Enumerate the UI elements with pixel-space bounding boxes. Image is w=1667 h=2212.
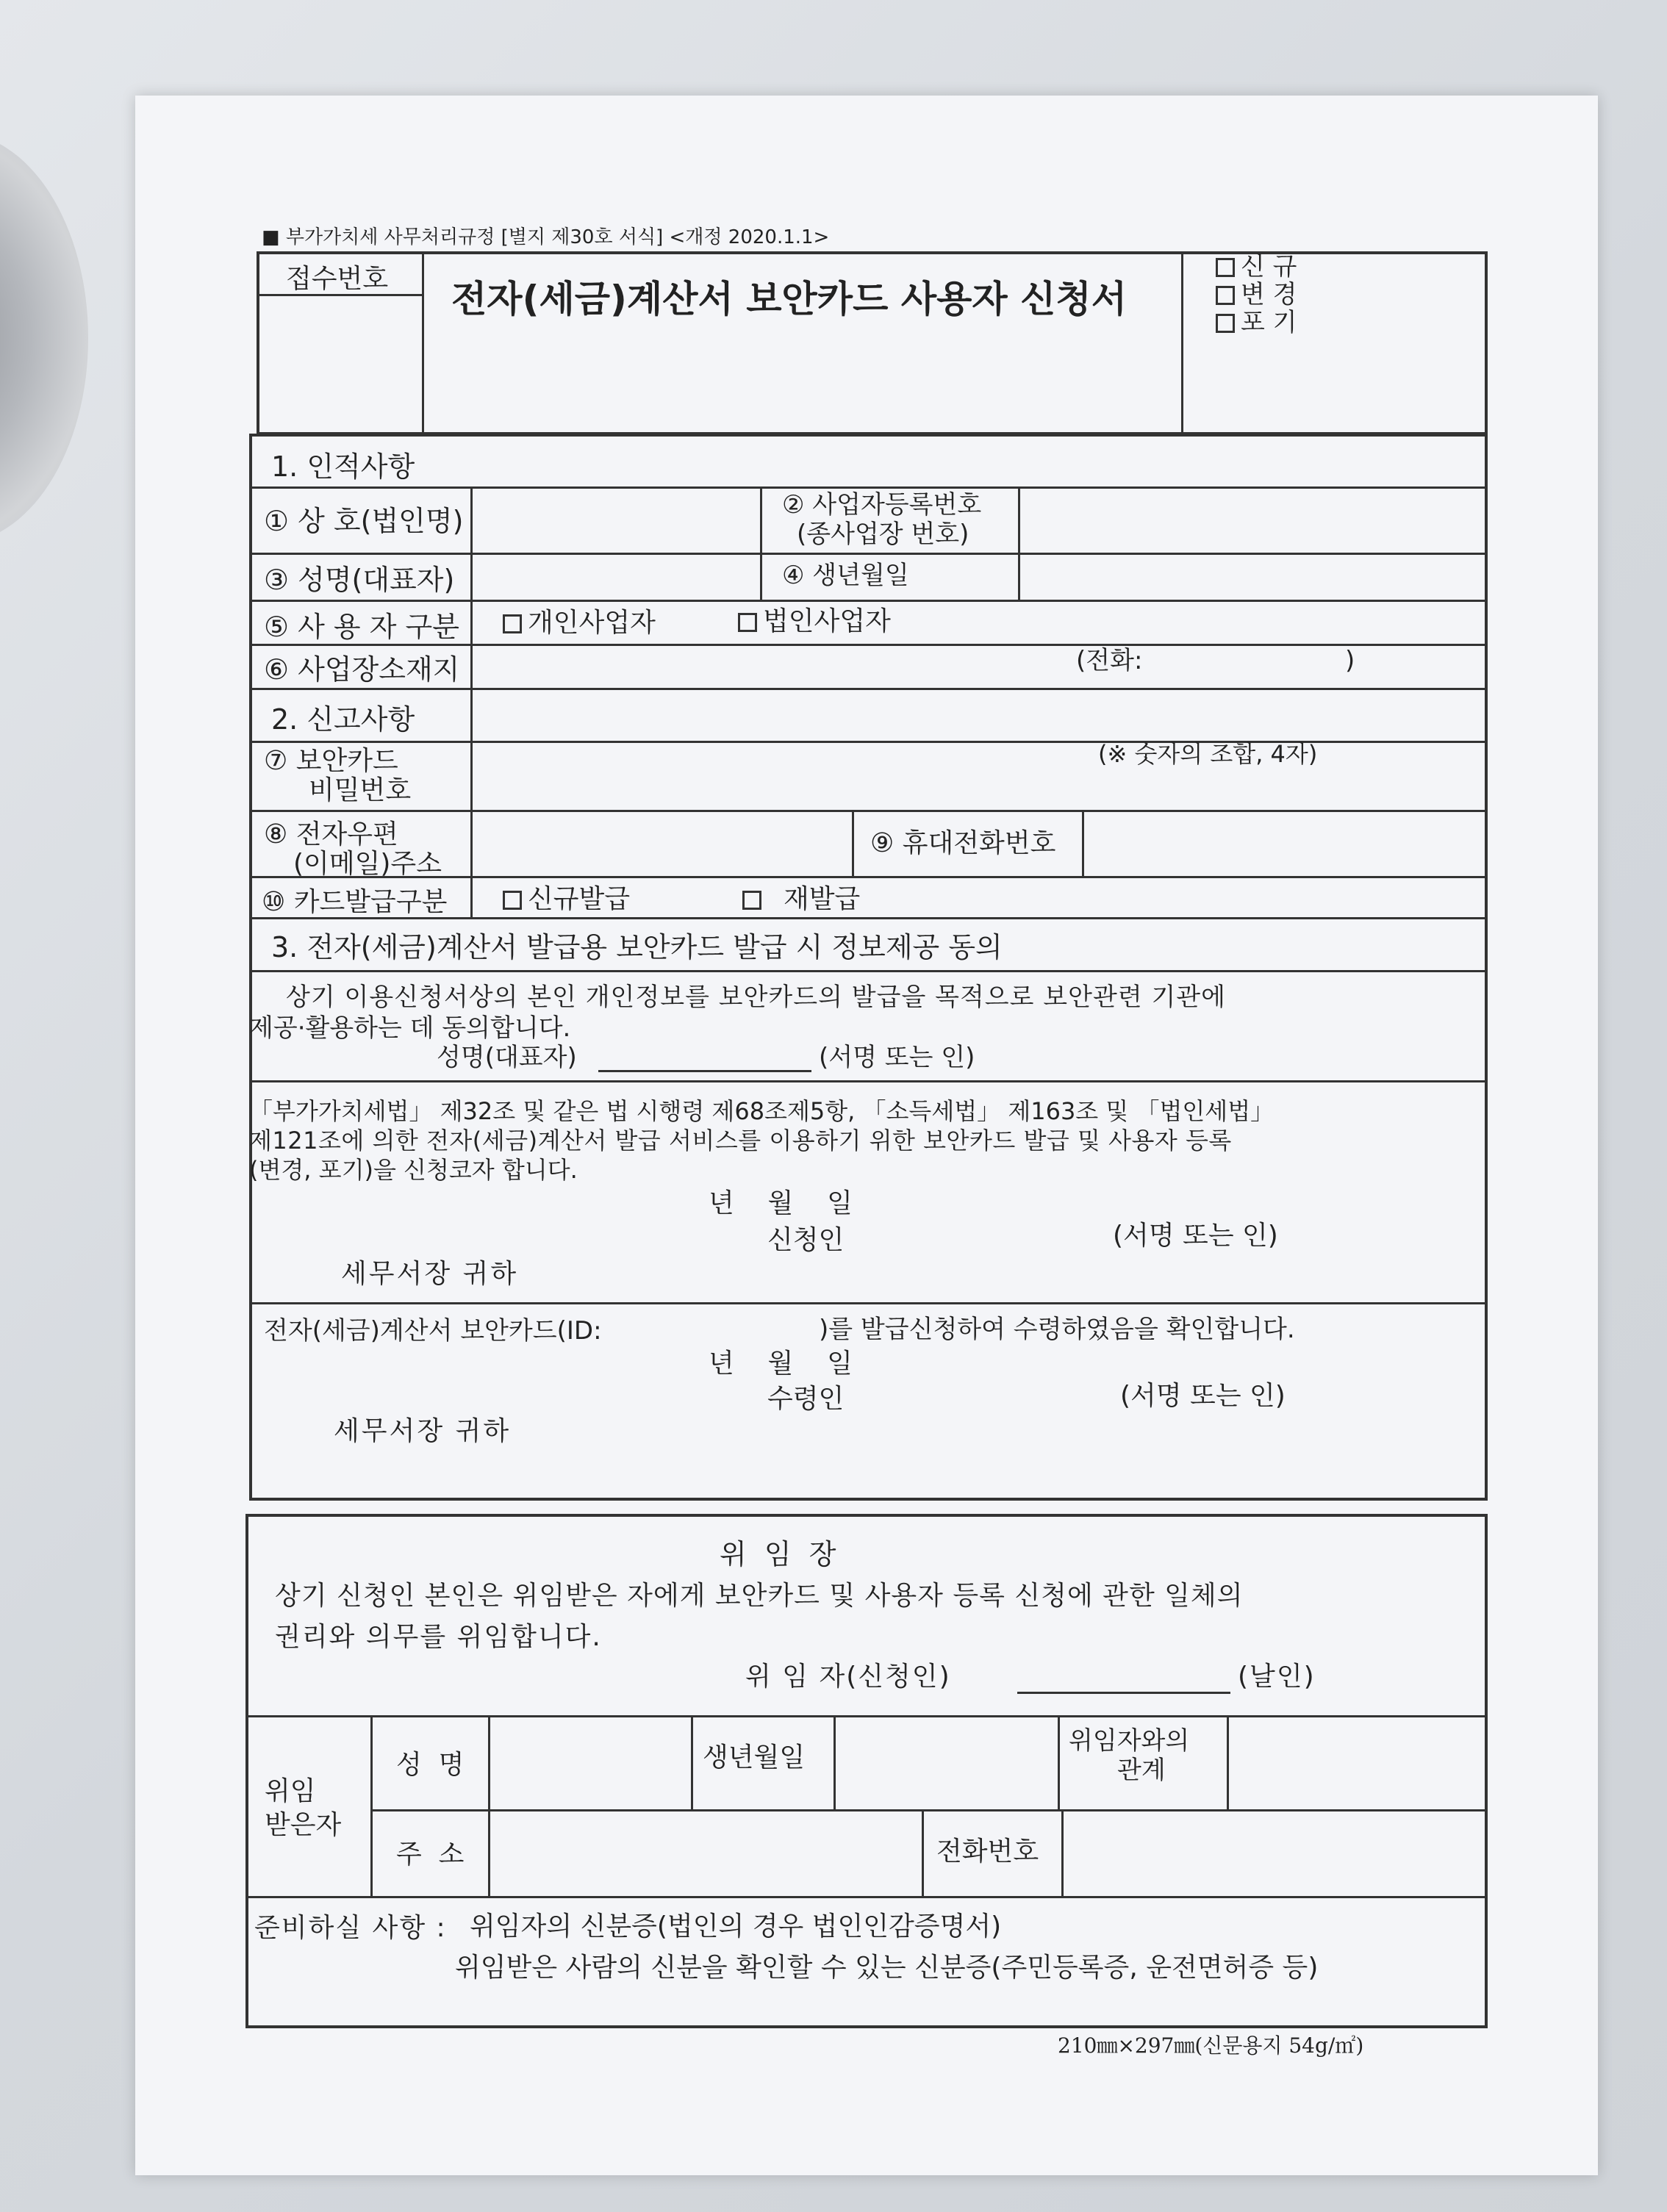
section2-heading: 2. 신고사항: [271, 703, 415, 736]
input-birthdate[interactable]: [1022, 556, 1484, 598]
receipt-text-1b: )를 발급신청하여 수령하였음을 확인합니다.: [819, 1315, 1295, 1344]
application-recipient: 세무서장 귀하: [341, 1259, 519, 1289]
receipt-text-1a: 전자(세금)계산서 보안카드(ID:: [264, 1316, 602, 1346]
input-delegatee-address[interactable]: [492, 1814, 917, 1893]
application-date: 년 월 일: [709, 1188, 853, 1218]
input-business-name[interactable]: [475, 489, 757, 551]
label-card-password-2: 비밀번호: [309, 775, 412, 805]
checkbox-giveup[interactable]: [1216, 314, 1235, 333]
input-delegatee-birth[interactable]: [838, 1720, 1054, 1806]
checkbox-new[interactable]: [1216, 258, 1235, 277]
input-card-id[interactable]: [650, 1315, 797, 1348]
phone-open: (전화:: [1076, 646, 1143, 675]
label-email-2: (이메일)주소: [293, 849, 442, 879]
option-reissue[interactable]: 재발급: [742, 886, 860, 913]
label-business-name: ① 상 호(법인명): [264, 505, 464, 537]
consent-signature-line[interactable]: [598, 1070, 811, 1072]
label-mobile: ⑨ 휴대전화번호: [870, 828, 1056, 858]
consent-sign-label: 성명(대표자): [437, 1043, 577, 1072]
relation-label-2: 관계: [1117, 1756, 1166, 1785]
consent-sign-suffix: (서명 또는 인): [819, 1043, 975, 1072]
label-business-reg-no: ② 사업자등록번호: [782, 490, 982, 520]
option-new-issue[interactable]: 신규발급: [503, 886, 630, 913]
input-card-password[interactable]: [475, 772, 1482, 807]
delegation-text-2: 권리와 의무를 위임합니다.: [275, 1622, 602, 1652]
delegatee-phone-label: 전화번호: [936, 1836, 1039, 1867]
receipt-recipient: 세무서장 귀하: [334, 1416, 512, 1446]
consent-text-1: 상기 이용신청서상의 본인 개인정보를 보안카드의 발급을 목적으로 보안관련 기관에: [286, 983, 1226, 1012]
application-text-3: (변경, 포기)을 신청코자 합니다.: [249, 1156, 578, 1184]
delegatee-name-label: 성 명: [396, 1750, 465, 1780]
section3-heading: 3. 전자(세금)계산서 발급용 보안카드 발급 시 정보제공 동의: [271, 931, 1003, 963]
input-relation[interactable]: [1231, 1720, 1483, 1806]
receiver-label: 수령인: [767, 1384, 845, 1414]
prep-label: 준비하실 사항 :: [254, 1913, 447, 1943]
receipt-number-label: 접수번호: [286, 264, 389, 294]
delegatee-label-2: 받은자: [265, 1810, 342, 1840]
applicant-sign: (서명 또는 인): [1113, 1221, 1278, 1251]
option-individual[interactable]: 개인사업자: [503, 610, 656, 636]
input-mobile[interactable]: [1086, 813, 1482, 873]
delegation-text-1: 상기 신청인 본인은 위임받은 자에게 보안카드 및 사용자 등록 신청에 관한 일체의: [275, 1581, 1244, 1611]
label-user-type: ⑤ 사 용 자 구분: [264, 611, 459, 643]
label-email-1: ⑧ 전자우편: [264, 819, 398, 850]
section1-heading: 1. 인적사항: [271, 450, 415, 483]
checkbox-change[interactable]: [1216, 286, 1235, 305]
consent-text-2: 제공·활용하는 데 동의합니다.: [249, 1013, 571, 1043]
type-option-change[interactable]: 변 경: [1216, 282, 1297, 307]
receipt-date: 년 월 일: [709, 1349, 853, 1379]
applicant-label: 신청인: [767, 1225, 845, 1255]
input-delegatee-phone[interactable]: [1066, 1814, 1482, 1893]
delegator-seal: (날인): [1238, 1662, 1316, 1692]
application-text-2: 제121조에 의한 전자(세금)계산서 발급 서비스를 이용하기 위한 보안카드 발급 및 사용자 등록: [249, 1127, 1232, 1155]
prep-item-2: 위임받은 사람의 신분을 확인할 수 있는 신분증(주민등록증, 운전면허증 등): [455, 1953, 1319, 1983]
form-paper: [135, 96, 1598, 2175]
input-business-reg-no[interactable]: [1022, 489, 1484, 551]
form-header: ■ 부가가치세 사무처리규정 [별지 제30호 서식] <개정 2020.1.1>: [262, 226, 830, 248]
delegatee-label-1: 위임: [265, 1776, 316, 1806]
label-card-issue-type: ⑩ 카드발급구분: [262, 887, 448, 917]
prep-item-1: 위임자의 신분증(법인의 경우 법인인감증명서): [470, 1911, 1002, 1942]
page-title: 전자(세금)계산서 보안카드 사용자 신청서: [451, 278, 1128, 320]
delegatee-address-label: 주 소: [396, 1839, 465, 1870]
checkbox-new-issue[interactable]: [503, 891, 522, 910]
label-representative: ③ 성명(대표자): [264, 564, 455, 596]
type-option-giveup[interactable]: 포 기: [1216, 310, 1297, 335]
delegatee-birth-label: 생년월일: [703, 1742, 806, 1773]
receiver-sign: (서명 또는 인): [1120, 1381, 1286, 1411]
delegation-title: 위 임 장: [720, 1538, 836, 1570]
label-birthdate: ④ 생년월일: [782, 561, 909, 590]
input-email[interactable]: [475, 813, 848, 873]
input-representative[interactable]: [475, 556, 757, 598]
label-card-password-1: ⑦ 보안카드: [264, 746, 398, 776]
paper-spec: 210㎜×297㎜(신문용지 54g/㎡): [1058, 2033, 1364, 2058]
application-text-1: 「부가가치세법」 제32조 및 같은 법 시행령 제68조제5항, 「소득세법」 제163조 및 「법인세법」: [249, 1097, 1275, 1125]
type-option-new[interactable]: 신 규: [1216, 254, 1297, 279]
password-note: (※ 숫자의 조합, 4자): [1098, 740, 1318, 768]
input-business-address[interactable]: [475, 647, 1482, 686]
delegator-label: 위 임 자(신청인): [745, 1662, 951, 1692]
input-delegatee-name[interactable]: [492, 1720, 686, 1806]
option-corporate[interactable]: 법인사업자: [738, 608, 891, 635]
delegator-signature-line[interactable]: [1017, 1692, 1230, 1694]
checkbox-corporate[interactable]: [738, 613, 757, 632]
label-business-address: ⑥ 사업장소재지: [264, 653, 460, 686]
relation-label-1: 위임자와의: [1069, 1726, 1190, 1756]
checkbox-reissue[interactable]: [742, 891, 761, 910]
phone-close: ): [1345, 646, 1355, 675]
label-sub-branch-no: (종사업장 번호): [797, 520, 969, 549]
checkbox-individual[interactable]: [503, 614, 522, 633]
